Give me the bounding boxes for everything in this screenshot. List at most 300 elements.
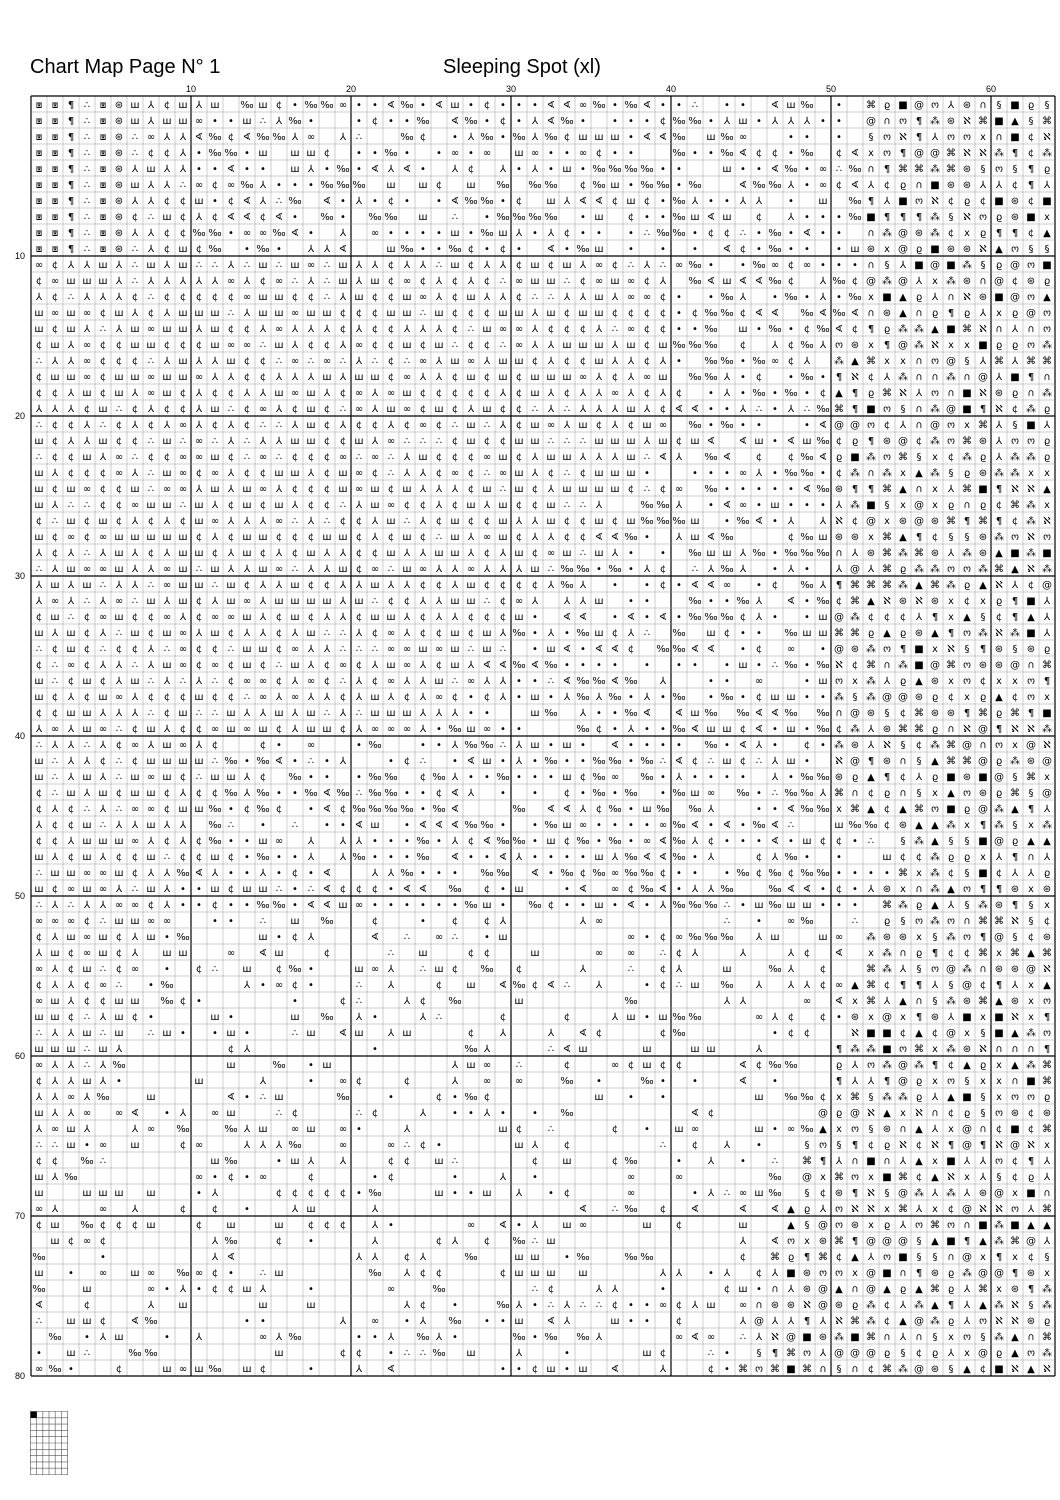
chart-symbol: ∴ [36,868,42,879]
chart-symbol: ∢ [595,196,603,207]
chart-symbol: ш [146,340,155,351]
chart-symbol: ш [50,1220,59,1231]
chart-symbol: ¢ [580,516,586,527]
chart-symbol: ‰ [784,1092,797,1103]
chart-symbol: ш [82,964,91,975]
chart-symbol: • [628,820,634,831]
chart-symbol: ш [66,484,75,495]
chart-symbol: ¢ [516,196,522,207]
chart-symbol: ш [514,996,523,1007]
chart-symbol: ш [466,500,475,511]
chart-symbol: ¢ [612,260,618,271]
chart-symbol: ო [915,916,923,927]
chart-symbol: • [196,1188,202,1199]
chart-symbol: ¢ [260,372,266,383]
chart-symbol: ш [402,484,411,495]
chart-symbol: ▲ [899,532,907,543]
chart-symbol: ∢ [675,404,683,415]
chart-symbol: ⌘ [978,916,988,927]
chart-symbol: ш [610,436,619,447]
chart-symbol: ⅄ [612,356,619,367]
chart-symbol: ¢ [820,980,826,991]
chart-symbol: ‰ [816,484,829,495]
chart-symbol: ∞ [99,1140,107,1151]
chart-symbol: ¶ [900,212,906,223]
chart-symbol: • [532,100,538,111]
chart-symbol: ‰ [672,788,685,799]
chart-symbol: ¢ [212,1268,218,1279]
chart-symbol: ¢ [212,388,218,399]
chart-symbol: • [292,900,298,911]
chart-symbol: ш [466,580,475,591]
chart-symbol: ‰ [544,132,557,143]
chart-symbol: ⅄ [292,420,299,431]
chart-symbol: ⅄ [852,1076,859,1087]
chart-symbol: ¢ [756,212,762,223]
chart-symbol: ∢ [371,932,379,943]
chart-symbol: ш [82,388,91,399]
chart-symbol: ш [530,1268,539,1279]
chart-symbol: ∴ [564,436,570,447]
chart-symbol: ∴ [612,1204,618,1215]
chart-symbol: ⅄ [148,116,155,127]
chart-symbol: ⅄ [276,404,283,415]
chart-symbol: ¢ [964,596,970,607]
chart-symbol: ‰ [144,1348,157,1359]
chart-symbol: ℵ [835,660,843,671]
chart-symbol: ℵ [1011,484,1019,495]
chart-symbol: ⅄ [276,580,283,591]
chart-symbol: ⅄ [164,260,171,271]
chart-symbol: ⁂ [914,563,924,575]
chart-symbol: ¢ [68,820,74,831]
chart-symbol: ო [803,1348,811,1359]
chart-symbol: ϱ [852,772,858,783]
chart-symbol: ш [466,420,475,431]
chart-symbol: ⅄ [452,1236,459,1247]
chart-symbol: ‰ [336,788,349,799]
chart-symbol: ¢ [340,692,346,703]
chart-symbol: ш [546,452,555,463]
chart-symbol: ¢ [372,420,378,431]
chart-symbol: ∞ [707,788,715,799]
chart-symbol: • [196,900,202,911]
chart-symbol: ш [610,276,619,287]
chart-symbol: ⌘ [882,484,892,495]
chart-symbol: ⁂ [882,1091,892,1103]
chart-symbol: • [372,1172,378,1183]
chart-symbol: ¢ [132,644,138,655]
chart-symbol: ⊛ [963,244,971,255]
chart-symbol: ¢ [852,324,858,335]
chart-symbol: ш [34,676,43,687]
chart-symbol: • [180,1028,186,1039]
chart-symbol: ⊛ [835,1300,843,1311]
chart-symbol: ¢ [340,1188,346,1199]
chart-symbol: ¢ [516,388,522,399]
chart-symbol: ℵ [947,644,955,655]
chart-symbol: ო [819,1268,827,1279]
chart-symbol: ⅄ [916,388,923,399]
chart-symbol: ∴ [868,836,874,847]
chart-symbol: x [1028,996,1034,1007]
chart-symbol: ⅄ [244,276,251,287]
chart-symbol: ⅄ [740,548,747,559]
chart-symbol: ∢ [835,324,843,335]
chart-symbol: ‰ [720,308,733,319]
chart-symbol: ‰ [144,1316,157,1327]
chart-symbol: ¢ [116,516,122,527]
chart-symbol: ⅄ [580,916,587,927]
chart-symbol: ⅄ [260,1140,267,1151]
chart-symbol: ш [82,676,91,687]
chart-symbol: ¢ [948,948,954,959]
chart-symbol: ¢ [180,388,186,399]
chart-symbol: ш [66,628,75,639]
chart-symbol: ‰ [320,916,333,927]
chart-symbol: x [1028,884,1034,895]
chart-symbol: • [292,180,298,191]
chart-symbol: ¢ [52,436,58,447]
chart-symbol: ш [402,388,411,399]
chart-symbol: ∞ [387,500,395,511]
chart-symbol: ‰ [800,1092,813,1103]
chart-symbol: § [1029,916,1034,927]
chart-symbol: ¢ [164,804,170,815]
chart-symbol: ⅄ [532,596,539,607]
chart-symbol: ϱ [1028,1172,1034,1183]
chart-symbol: ∢ [659,884,667,895]
chart-symbol: ‰ [720,932,733,943]
chart-symbol: ⅄ [132,420,139,431]
chart-symbol: ш [50,996,59,1007]
chart-symbol: ⅄ [1028,868,1035,879]
chart-symbol: § [997,1172,1002,1183]
chart-symbol: ⅄ [660,900,667,911]
chart-symbol: • [404,852,410,863]
chart-symbol: • [388,116,394,127]
chart-symbol: ⌘ [898,164,908,175]
chart-symbol: ¶ [1012,596,1018,607]
chart-symbol: ш [834,820,843,831]
chart-symbol: ‰ [768,1172,781,1183]
chart-symbol: ⅄ [900,420,907,431]
chart-symbol: ℵ [1027,1140,1035,1151]
chart-symbol: ⅄ [900,1156,907,1167]
chart-symbol: ¢ [756,852,762,863]
chart-symbol: ∢ [323,788,331,799]
chart-symbol: ∞ [275,980,283,991]
chart-symbol: ш [514,1268,523,1279]
chart-symbol: ▲ [1011,1060,1019,1071]
chart-symbol: ш [226,772,235,783]
chart-symbol: ℵ [1043,740,1051,751]
chart-symbol: ⅄ [100,660,107,671]
chart-symbol: ϱ [932,724,938,735]
chart-symbol: ш [322,724,331,735]
chart-symbol: ⅄ [500,916,507,927]
chart-symbol: ⅄ [100,292,107,303]
chart-symbol: ш [146,164,155,175]
chart-symbol: ϱ [1044,1092,1050,1103]
chart-symbol: ∴ [404,1348,410,1359]
chart-symbol: ‰ [800,548,813,559]
chart-symbol: ⅄ [68,724,75,735]
chart-symbol: x [868,292,874,303]
chart-symbol: ⁂ [1042,1299,1052,1311]
chart-symbol: ∞ [355,468,363,479]
chart-symbol: ¢ [612,308,618,319]
chart-symbol: x [1012,676,1018,687]
chart-symbol: • [500,1316,506,1327]
chart-symbol: ■ [1042,708,1051,719]
chart-symbol: • [596,660,602,671]
chart-symbol: ∞ [83,868,91,879]
chart-symbol: ¢ [580,356,586,367]
chart-symbol: ⅄ [340,580,347,591]
chart-symbol: ⊛ [867,708,875,719]
chart-symbol: ⊛ [115,196,123,207]
chart-symbol: • [788,372,794,383]
chart-symbol: ■ [882,292,891,303]
chart-symbol: ∢ [371,164,379,175]
chart-symbol: ¢ [420,580,426,591]
chart-symbol: ⅄ [756,196,763,207]
chart-symbol: ⅄ [68,404,75,415]
chart-symbol: ¢ [244,356,250,367]
chart-symbol: ∞ [51,308,59,319]
chart-symbol: ⅄ [692,948,699,959]
chart-symbol: § [901,836,906,847]
chart-symbol: @ [1026,1236,1036,1247]
chart-symbol: ⅄ [292,676,299,687]
chart-symbol: ⊛ [787,1300,795,1311]
chart-symbol: x [1028,820,1034,831]
chart-symbol: ∞ [131,964,139,975]
chart-symbol: ⌘ [882,1364,892,1375]
chart-symbol: ⅄ [308,372,315,383]
chart-symbol: ∴ [228,820,234,831]
chart-symbol: ¢ [324,580,330,591]
chart-symbol: @ [818,1300,828,1311]
chart-symbol: ¢ [820,1188,826,1199]
chart-symbol: ∴ [36,644,42,655]
chart-symbol: ¶ [68,228,74,239]
chart-symbol: ∞ [675,932,683,943]
chart-symbol: • [724,868,730,879]
chart-symbol: ¶ [852,1236,858,1247]
chart-symbol: ∴ [212,260,218,271]
chart-symbol: ¢ [244,324,250,335]
chart-symbol: ‰ [560,116,573,127]
chart-symbol: ∢ [787,436,795,447]
chart-symbol: ⊛ [931,708,939,719]
chart-symbol: ϱ [884,788,890,799]
chart-symbol: ⅄ [772,340,779,351]
chart-symbol: x [868,532,874,543]
chart-symbol: ш [178,308,187,319]
chart-symbol: ¢ [292,980,298,991]
chart-symbol: ■ [1010,1124,1019,1135]
chart-symbol: ო [931,388,939,399]
chart-symbol: ‰ [512,628,525,639]
chart-symbol: ¢ [516,452,522,463]
chart-symbol: ⅄ [756,1332,763,1343]
chart-symbol: ‰ [224,756,237,767]
chart-symbol: ▲ [931,628,939,639]
chart-symbol: ‰ [688,596,701,607]
chart-symbol: ⌘ [866,100,876,111]
chart-symbol: ⅄ [452,740,459,751]
chart-symbol: ¢ [164,228,170,239]
chart-symbol: ∢ [611,644,619,655]
chart-symbol: ∢ [323,804,331,815]
chart-symbol: ■ [978,1220,987,1231]
chart-symbol: ш [290,436,299,447]
chart-symbol: ∴ [436,1012,442,1023]
chart-symbol: ⅄ [692,884,699,895]
chart-symbol: ϱ [804,1204,810,1215]
chart-symbol: ш [66,1316,75,1327]
chart-symbol: ‰ [800,148,813,159]
row-number: 70 [15,1211,25,1221]
chart-symbol: ‰ [576,244,589,255]
chart-symbol: ⅄ [36,404,43,415]
chart-symbol: ⅄ [804,980,811,991]
chart-symbol: ⌘ [898,1204,908,1215]
chart-symbol: ш [722,724,731,735]
chart-symbol: ш [130,772,139,783]
chart-symbol: ‰ [688,548,701,559]
chart-symbol: • [308,980,314,991]
chart-symbol: ‰ [592,868,605,879]
chart-symbol: ш [162,500,171,511]
chart-symbol: ∞ [595,260,603,271]
chart-symbol: ∴ [116,628,122,639]
chart-symbol: ¢ [644,196,650,207]
chart-symbol: ⧆ [100,116,106,127]
chart-symbol: ⅄ [292,628,299,639]
chart-symbol: ∢ [771,820,779,831]
chart-symbol: ¢ [644,388,650,399]
chart-symbol: ¢ [196,340,202,351]
chart-symbol: x [884,516,890,527]
chart-symbol: ■ [978,484,987,495]
chart-symbol: • [580,644,586,655]
chart-symbol: • [404,1316,410,1327]
chart-symbol: ¢ [884,420,890,431]
chart-symbol: ∞ [387,628,395,639]
chart-symbol: ∢ [659,612,667,623]
chart-symbol: ϱ [852,1300,858,1311]
chart-symbol: ∞ [275,516,283,527]
chart-symbol: ‰ [608,164,621,175]
chart-symbol: ■ [1010,548,1019,559]
chart-symbol: ⅄ [788,180,795,191]
chart-symbol: ¢ [260,1364,266,1375]
chart-symbol: ‰ [768,884,781,895]
chart-symbol: ⊛ [947,244,955,255]
chart-symbol: ¶ [1044,1044,1050,1055]
chart-symbol: • [548,740,554,751]
chart-symbol: ⅄ [356,324,363,335]
chart-symbol: ш [178,548,187,559]
chart-symbol: ш [482,404,491,415]
chart-symbol: • [532,756,538,767]
chart-symbol: ⅄ [548,228,555,239]
chart-symbol: • [804,388,810,399]
chart-symbol: ⌘ [978,420,988,431]
chart-symbol: ■ [1026,1188,1035,1199]
chart-symbol: • [660,244,666,255]
chart-symbol: ∴ [244,692,250,703]
chart-symbol: ш [530,564,539,575]
chart-symbol: • [772,404,778,415]
chart-symbol: • [292,996,298,1007]
chart-symbol: ⅄ [612,1284,619,1295]
chart-symbol: • [756,788,762,799]
chart-symbol: ■ [946,1156,955,1167]
chart-symbol: ⅄ [356,724,363,735]
chart-symbol: ¢ [372,884,378,895]
chart-symbol: ⅄ [52,1108,59,1119]
chart-symbol: ∞ [723,580,731,591]
chart-symbol: ⅄ [596,324,603,335]
chart-symbol: ⅄ [52,932,59,943]
chart-symbol: ■ [962,1092,971,1103]
chart-symbol: ∢ [611,676,619,687]
chart-symbol: ¶ [916,980,922,991]
chart-symbol: ‰ [48,1364,61,1375]
chart-symbol: ш [82,724,91,735]
chart-symbol: ‰ [480,228,493,239]
chart-symbol: x [932,644,938,655]
chart-symbol: ⅄ [260,1284,267,1295]
chart-symbol: ⁂ [1042,387,1052,399]
chart-symbol: ∴ [756,756,762,767]
chart-symbol: ∞ [99,1268,107,1279]
chart-symbol: ш [34,468,43,479]
chart-symbol: ¢ [1012,516,1018,527]
chart-symbol: ¢ [308,612,314,623]
chart-symbol: ∢ [723,452,731,463]
chart-symbol: ¢ [868,1364,874,1375]
chart-symbol: • [372,196,378,207]
chart-symbol: ¶ [996,484,1002,495]
chart-symbol: x [948,596,954,607]
chart-symbol: ⅄ [548,404,555,415]
chart-symbol: ∩ [995,1044,1002,1055]
chart-symbol: • [468,148,474,159]
chart-symbol: ¢ [228,692,234,703]
chart-symbol: ¢ [84,532,90,543]
chart-symbol: ¢ [452,452,458,463]
row-number: 20 [15,411,25,421]
chart-symbol: ¶ [1028,1284,1034,1295]
chart-symbol: ⅄ [612,1012,619,1023]
chart-symbol: ■ [978,868,987,879]
chart-symbol: ¢ [324,676,330,687]
chart-symbol: ϱ [980,228,986,239]
chart-symbol: ‰ [208,820,221,831]
chart-symbol: ¢ [276,1236,282,1247]
chart-symbol: ℵ [1027,564,1035,575]
chart-symbol: ⅄ [948,900,955,911]
chart-symbol: § [917,1252,922,1263]
chart-symbol: • [836,292,842,303]
chart-symbol: ¢ [228,388,234,399]
chart-symbol: ⅄ [260,580,267,591]
